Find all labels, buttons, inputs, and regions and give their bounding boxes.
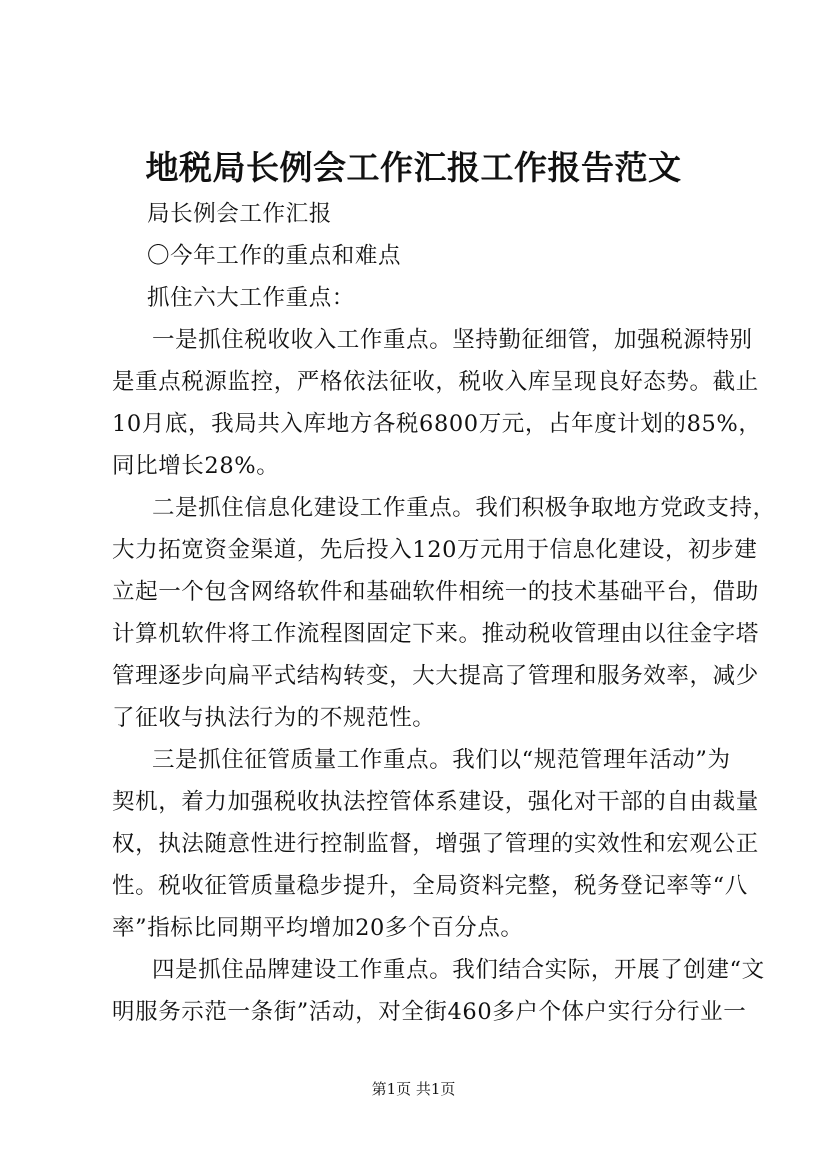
paragraph-2-line-4: 计算机软件将工作流程图固定下来。推动税收管理由以往金字塔 xyxy=(112,621,759,647)
paragraph-2-line-3: 立起一个包含网络软件和基础软件相统一的技术基础平台，借助 xyxy=(112,579,759,605)
paragraph-1-line-2: 是重点税源监控，严格依法征收，税收入库呈现良好态势。截止 xyxy=(112,369,759,395)
paragraph-3-line-2: 契机，着力加强税收执法控管体系建设，强化对干部的自由裁量 xyxy=(112,789,759,815)
paragraph-2-line-1: 二是抓住信息化建设工作重点。我们积极争取地方党政支持， xyxy=(152,495,776,521)
paragraph-2-line-5: 管理逐步向扁平式结构转变，大大提高了管理和服务效率，减少 xyxy=(112,663,759,689)
paragraph-3-line-3: 权，执法随意性进行控制监督，增强了管理的实效性和宏观公正 xyxy=(112,831,759,857)
subtitle-line: 局长例会工作汇报 xyxy=(147,201,332,227)
paragraph-4-line-2: 明服务示范一条街”活动，对全街460多户个体户实行分行业一 xyxy=(112,999,747,1025)
paragraph-4-line-1: 四是抓住品牌建设工作重点。我们结合实际，开展了创建“文 xyxy=(152,957,765,983)
paragraph-2-line-6: 了征收与执法行为的不规范性。 xyxy=(112,705,436,731)
document-body xyxy=(112,193,776,1033)
document-title: 地税局长例会工作汇报工作报告范文 xyxy=(145,148,682,187)
paragraph-1-line-1: 一是抓住税收收入工作重点。坚持勤征细管，加强税源特别 xyxy=(152,327,753,353)
paragraph-3-line-4: 性。税收征管质量稳步提升，全局资料完整，税务登记率等“八 xyxy=(112,873,748,899)
list-intro-line: 抓住六大工作重点： xyxy=(147,285,355,311)
paragraph-3-line-1: 三是抓住征管质量工作重点。我们以“规范管理年活动”为 xyxy=(152,747,731,773)
paragraph-1-line-3: 10月底，我局共入库地方各税6800万元，占年度计划的85%， xyxy=(112,411,762,437)
paragraph-1-line-4: 同比增长28%。 xyxy=(112,453,280,479)
page-number: 第1页 共1页 xyxy=(371,1080,456,1098)
section-heading: 〇今年工作的重点和难点 xyxy=(147,243,402,269)
paragraph-2-line-2: 大力拓宽资金渠道，先后投入120万元用于信息化建设，初步建 xyxy=(112,537,758,563)
paragraph-3-line-5: 率”指标比同期平均增加20多个百分点。 xyxy=(112,915,524,941)
